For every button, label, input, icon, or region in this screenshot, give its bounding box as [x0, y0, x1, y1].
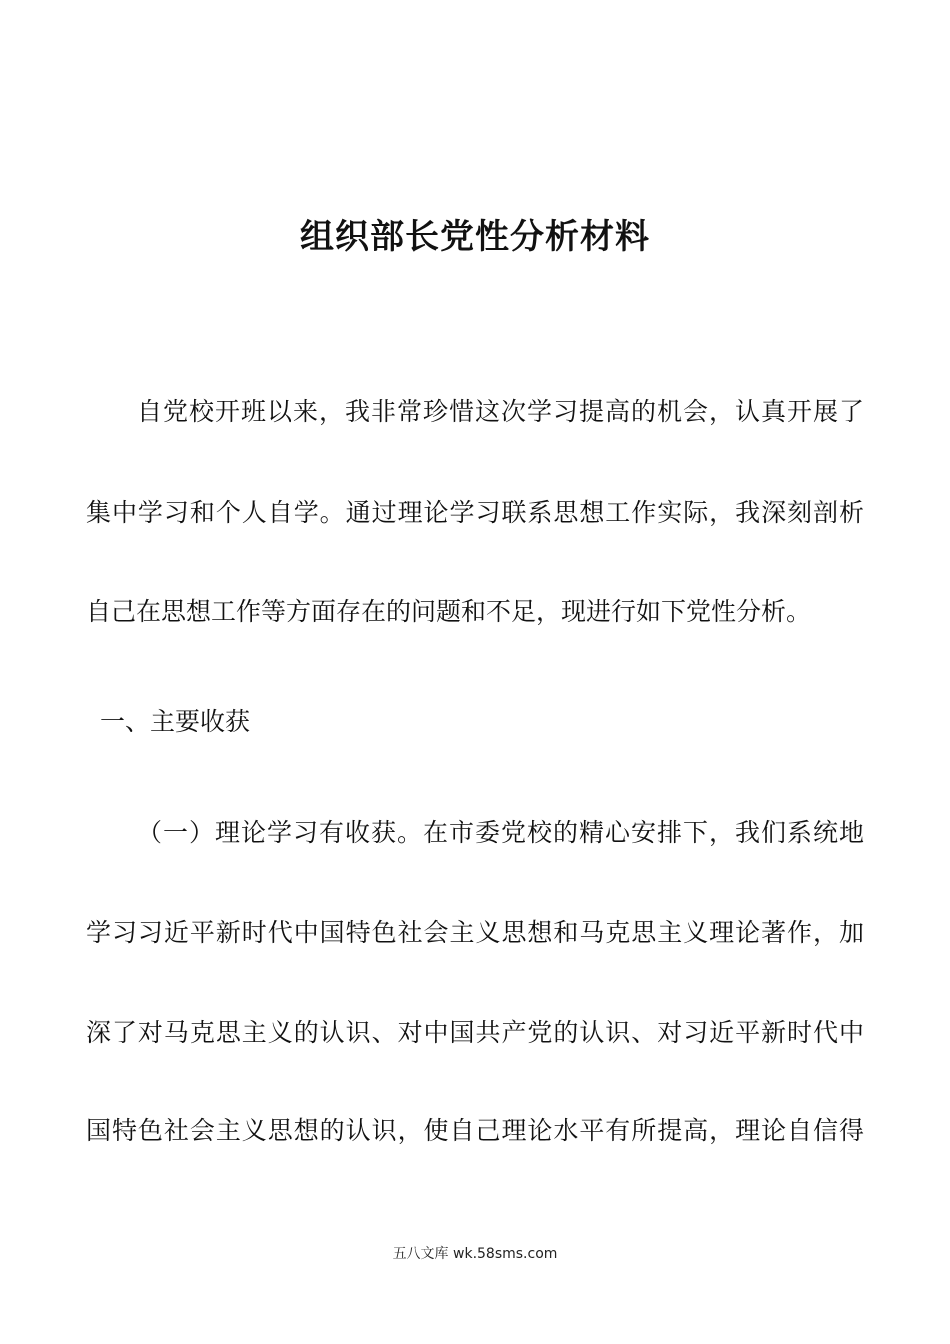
paragraph2-line3: 深了对马克思主义的认识、对中国共产党的认识、对习近平新时代中 — [86, 1018, 864, 1047]
paragraph1-line3: 自己在思想工作等方面存在的问题和不足，现进行如下党性分析。 — [86, 597, 812, 626]
footer-watermark: 五八文库 wk.58sms.com — [392, 1246, 558, 1262]
document-title: 组织部长党性分析材料 — [300, 217, 650, 257]
paragraph2-line2: 学习习近平新时代中国特色社会主义思想和马克思主义理论著作，加 — [86, 918, 864, 947]
paragraph2-line4: 国特色社会主义思想的认识，使自己理论水平有所提高，理论自信得 — [86, 1116, 864, 1145]
paragraph1-line2: 集中学习和个人自学。通过理论学习联系思想工作实际，我深刻剖析 — [86, 498, 864, 527]
paragraph1-line1: 自党校开班以来，我非常珍惜这次学习提高的机会，认真开展了 — [137, 397, 864, 426]
paragraph2-line1: （一）理论学习有收获。在市委党校的精心安排下，我们系统地 — [137, 818, 864, 847]
section-heading: 一、主要收获 — [100, 707, 251, 736]
